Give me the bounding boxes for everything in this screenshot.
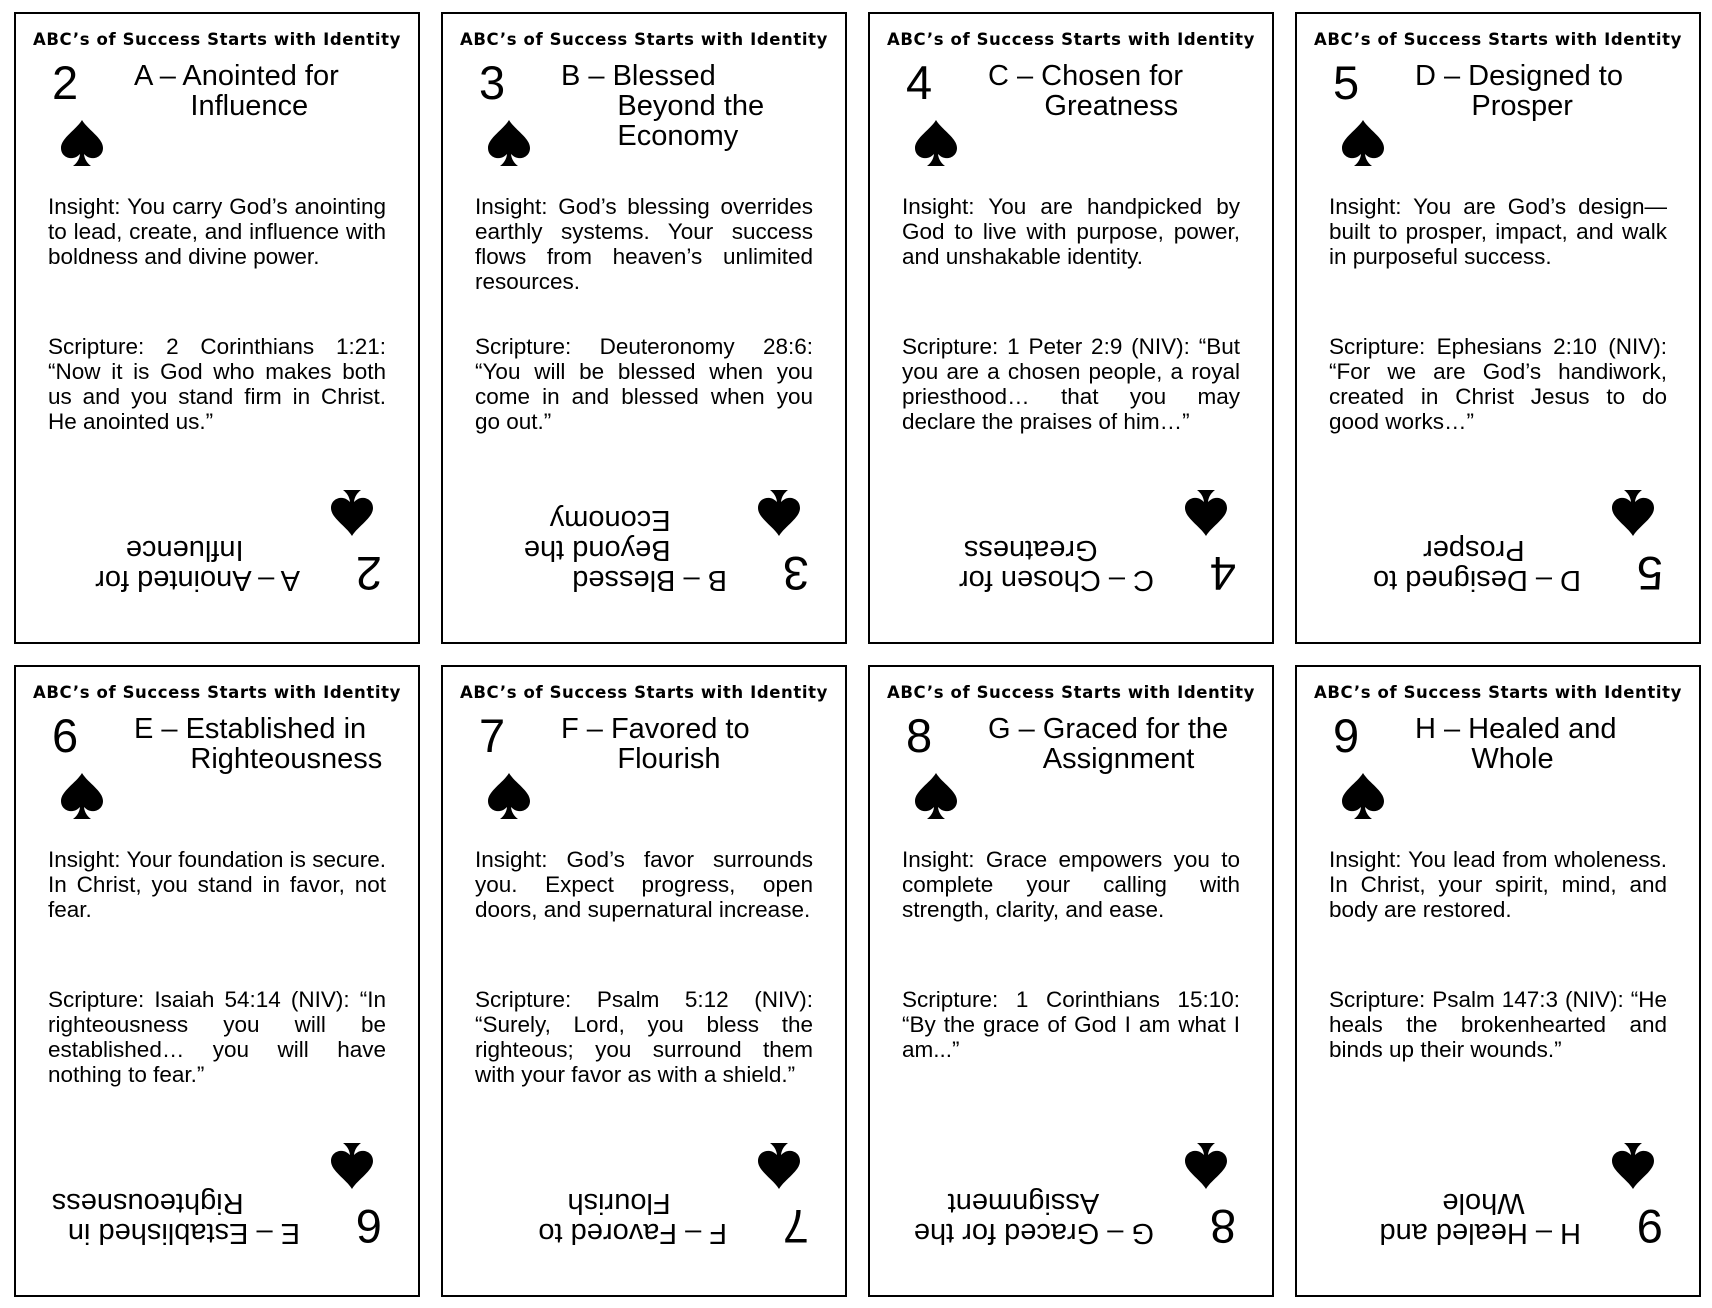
card-rank-inverted: 5	[1636, 547, 1663, 600]
spade-icon	[59, 118, 105, 168]
playing-card-3	[441, 12, 847, 644]
card-rank-inverted: 2	[355, 547, 382, 600]
playing-card-9	[1295, 665, 1701, 1297]
card-header: ABC’s of Success Starts with Identity	[460, 30, 828, 49]
spade-icon	[913, 118, 959, 168]
card-title-inverted: D – Designed to Prosper	[1373, 534, 1581, 596]
card-title-inverted: B – Blessed Beyond the Economy	[523, 504, 727, 596]
card-bottom-corner	[868, 1095, 1272, 1295]
card-top-corner	[461, 14, 841, 214]
spade-icon	[756, 488, 802, 538]
card-rank: 5	[1333, 56, 1360, 109]
card-top-corner	[34, 667, 414, 867]
card-rank: 2	[52, 56, 79, 109]
card-bottom-corner	[14, 442, 418, 642]
card-insight: Insight: God’s blessing overrides earthly systems. Your success flows from heaven’s unlimited resources.	[475, 194, 813, 294]
playing-card-5	[1295, 12, 1701, 644]
card-bottom-corner	[441, 1095, 845, 1295]
card-rank-inverted: 7	[782, 1200, 809, 1253]
card-top-corner	[461, 667, 841, 867]
card-insight: Insight: You are God’s design—built to prosper, impact, and walk in purposeful success.	[1329, 194, 1667, 269]
spade-icon	[913, 771, 959, 821]
card-header: ABC’s of Success Starts with Identity	[33, 683, 401, 702]
card-rank-inverted: 4	[1209, 547, 1236, 600]
card-title: D – Designed to Prosper	[1415, 60, 1623, 122]
card-rank-inverted: 8	[1209, 1200, 1236, 1253]
card-scripture: Scripture: Isaiah 54:14 (NIV): “In righteousness you will be established… you will have nothing to fear.”	[48, 987, 386, 1087]
card-top-corner	[34, 14, 414, 214]
card-scripture: Scripture: 1 Corinthians 15:10: “By the grace of God I am what I am...”	[902, 987, 1240, 1062]
spade-icon	[329, 1141, 375, 1191]
card-scripture: Scripture: Psalm 5:12 (NIV): “Surely, Lord, you bless the righteous; you surround them with your favor as with a shield.”	[475, 987, 813, 1087]
card-scripture: Scripture: Deuteronomy 28:6: “You will be blessed when you come in and blessed when you go out.”	[475, 334, 813, 434]
card-title-inverted: E – Established in Righteousness	[51, 1187, 300, 1249]
card-rank: 7	[479, 709, 506, 762]
card-bottom-corner	[441, 442, 845, 642]
card-rank: 9	[1333, 709, 1360, 762]
card-scripture: Scripture: 2 Corinthians 1:21: “Now it is God who makes both us and you stand firm in Christ. He anointed us.”	[48, 334, 386, 434]
card-header: ABC’s of Success Starts with Identity	[1314, 30, 1682, 49]
card-header: ABC’s of Success Starts with Identity	[1314, 683, 1682, 702]
spade-icon	[1610, 1141, 1656, 1191]
card-rank-inverted: 6	[355, 1200, 382, 1253]
card-rank-inverted: 3	[782, 547, 809, 600]
card-rank: 8	[906, 709, 933, 762]
card-header: ABC’s of Success Starts with Identity	[887, 30, 1255, 49]
card-insight: Insight: You lead from wholeness. In Christ, your spirit, mind, and body are restored.	[1329, 847, 1667, 922]
card-bottom-corner	[1295, 442, 1699, 642]
spade-icon	[59, 771, 105, 821]
playing-card-8	[868, 665, 1274, 1297]
spade-icon	[1610, 488, 1656, 538]
card-insight: Insight: You carry God’s anointing to lead, create, and influence with boldness and divine power.	[48, 194, 386, 269]
card-top-corner	[888, 14, 1268, 214]
card-title-inverted: F – Favored to Flourish	[538, 1187, 727, 1249]
card-bottom-corner	[868, 442, 1272, 642]
card-rank: 4	[906, 56, 933, 109]
card-top-corner	[1315, 14, 1695, 214]
card-title: B – Blessed Beyond the Economy	[561, 60, 765, 152]
card-title: E – Established in Righteousness	[134, 713, 383, 775]
spade-icon	[1183, 488, 1229, 538]
card-insight: Insight: Your foundation is secure. In Christ, you stand in favor, not fear.	[48, 847, 386, 922]
card-title: C – Chosen for Greatness	[988, 60, 1184, 122]
playing-card-6	[14, 665, 420, 1297]
card-scripture: Scripture: Psalm 147:3 (NIV): “He heals the brokenhearted and binds up their wounds.”	[1329, 987, 1667, 1062]
spade-icon	[329, 488, 375, 538]
card-bottom-corner	[14, 1095, 418, 1295]
playing-card-7	[441, 665, 847, 1297]
spade-icon	[1340, 118, 1386, 168]
card-bottom-corner	[1295, 1095, 1699, 1295]
card-title: A – Anointed for Influence	[134, 60, 339, 122]
card-header: ABC’s of Success Starts with Identity	[887, 683, 1255, 702]
spade-icon	[486, 118, 532, 168]
card-title: G – Graced for the Assignment	[988, 713, 1229, 775]
card-title: H – Healed and Whole	[1415, 713, 1617, 775]
card-title: F – Favored to Flourish	[561, 713, 750, 775]
card-scripture: Scripture: 1 Peter 2:9 (NIV): “But you are a chosen people, a royal priesthood… that you may declare the praises of him…”	[902, 334, 1240, 434]
card-top-corner	[1315, 667, 1695, 867]
card-insight: Insight: You are handpicked by God to live with purpose, power, and unshakable identity.	[902, 194, 1240, 269]
card-insight: Insight: Grace empowers you to complete your calling with strength, clarity, and ease.	[902, 847, 1240, 922]
card-header: ABC’s of Success Starts with Identity	[33, 30, 401, 49]
playing-card-4	[868, 12, 1274, 644]
card-header: ABC’s of Success Starts with Identity	[460, 683, 828, 702]
card-rank: 6	[52, 709, 79, 762]
spade-icon	[756, 1141, 802, 1191]
card-top-corner	[888, 667, 1268, 867]
card-insight: Insight: God’s favor surrounds you. Expect progress, open doors, and supernatural increase.	[475, 847, 813, 922]
card-scripture: Scripture: Ephesians 2:10 (NIV): “For we are God’s handiwork, created in Christ Jesus to do good works…”	[1329, 334, 1667, 434]
card-title-inverted: G – Graced for the Assignment	[913, 1187, 1154, 1249]
spade-icon	[486, 771, 532, 821]
card-title-inverted: C – Chosen for Greatness	[958, 534, 1154, 596]
spade-icon	[1340, 771, 1386, 821]
card-rank-inverted: 9	[1636, 1200, 1663, 1253]
card-title-inverted: H – Healed and Whole	[1379, 1187, 1581, 1249]
card-title-inverted: A – Anointed for Influence	[95, 534, 300, 596]
spade-icon	[1183, 1141, 1229, 1191]
card-rank: 3	[479, 56, 506, 109]
playing-card-2	[14, 12, 420, 644]
